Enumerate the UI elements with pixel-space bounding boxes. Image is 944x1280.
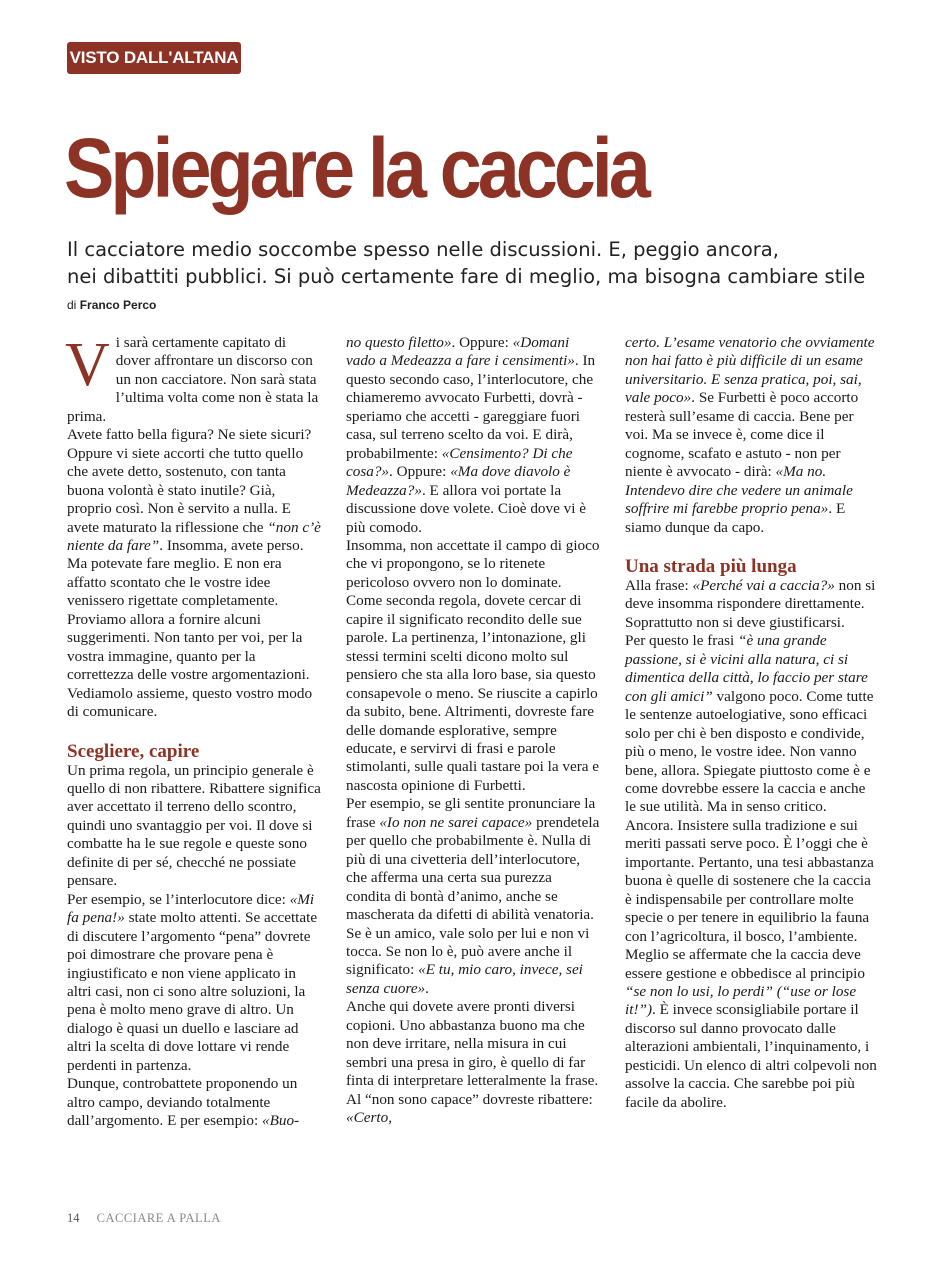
paragraph: Insomma, non accettate il campo di gioco che vi propongono, se lo ritenete pericoloso ovvero non lo dominate. [346,536,600,591]
byline-author: Franco Perco [79,298,157,312]
publication-name: CACCIARE A PALLA [96,1211,221,1225]
paragraph: Ancora. Insistere sulla tradizione e sui meriti passati serve poco. È l’oggi che è importante. Pertanto, una tesi abbastanza buona è quelle di sostenere che la caccia è indispensabile per controllare molte specie o per tenere in equilibrio la fauna con l’agricoltura, il bosco, l’ambiente. [625,816,874,945]
byline [67,298,156,312]
paragraph: Un prima regola, un principio generale è quello di non ribattere. Ribattere significa aver accettato il terreno dello scontro, quindi uno svantaggio per voi. Il dove si combatte ha le sue regole e queste sono definite di per sé, checché ne possiate pensare. [67,761,321,890]
paragraph: Anche qui dovete avere pronti diversi copioni. Uno abbastanza buono ma che non deve irritare, nella misura in cui sembri una presa in giro, è quello di far finta di interpretare letteralmente la frase. Al “non sono capace” dovreste ribattere: «Certo, [346,998,599,1127]
article-title: Spiegare la caccia [64,121,647,215]
paragraph: Dunque, controbattete proponendo un altro campo, deviando totalmente dall’argomento. E per esempio: «Buo- [67,1075,300,1130]
page-number: 14 [67,1211,80,1225]
article-subtitle [67,236,887,290]
paragraph: Ma potevate fare meglio. E non era affatto scontato che le vostre idee venissero rigettate completamente. Proviamo allora a fornire alcuni suggerimenti. Non tanto per voi, per la vostra immagine, quanto per la correttezza delle vostre argomentazioni. Vediamolo assieme, questo vostro modo di comunicare. [67,555,313,721]
section-rubric: VISTO DALL'ALTANA [67,42,241,74]
paragraph: Per esempio, se l’interlocutore dice: «Mi fa pena!» state molto attenti. Se accettate di discutere l’argomento “pena” dovrete poi dimostrare che provare pena è ingiustificato e non viene applicato in altri casi, non ci sono altre soluzioni, la pena è molto meno grave di altro. Un dialogo è quasi un duello e lasciare ad altri la scelta di dove lottare vi rende perdenti in partenza. [67,890,318,1074]
section-heading: Una strada più lunga [625,555,797,577]
column-2 [346,334,600,1127]
paragraph: Alla frase: «Perché vai a caccia?» non si deve insomma rispondere direttamente. Soprattutto non si deve giustificarsi. [625,576,876,631]
paragraph: Avete fatto bella figura? Ne siete sicuri? Oppure vi siete accorti che tutto quello che avete detto, sostenuto, con tanta buona volontà è stato inutile? Già, proprio così. Non è servito a nulla. E avete maturato la riflessione che “non c’è niente da fare”. Insomma, avete perso. [67,426,321,554]
drop-cap: V [65,331,110,399]
subtitle-line-2: nei dibattiti pubblici. Si può certamente fare di meglio, ma bisogna cambiare stile [67,265,866,288]
page-footer [67,1211,221,1226]
section-heading: Scegliere, capire [67,740,200,762]
paragraph: Meglio se affermate che la caccia deve essere gestione e obbedisce al principio “se non lo usi, lo perdi” (“use or lose it!”). È invece sconsigliabile portare il discorso sul danno provocato dalle alterazioni ambientali, l’inquinamento, i pesticidi. Un elenco di altri colpevoli non assolve la caccia. Che sarebbe poi più facile da abolire. [625,946,877,1111]
paragraph: Come seconda regola, dovete cercar di capire il significato recondito delle sue parole. La pertinenza, l’intonazione, gli stessi termini scelti dicono molto sul pensiero che sta alla loro base, sia questo consapevole o meno. Se riuscite a capirlo da subito, bene. Altrimenti, dovreste fare delle domande esplorative, sempre educate, e servirvi di frasi e parole stimolanti, sulle quali tastare poi la vera e nascosta opinione di Furbetti. [346,592,600,794]
column-3 [625,334,879,1112]
byline-prefix: di [67,298,77,312]
column-1 [65,331,321,1131]
paragraph: Per esempio, se gli sentite pronunciare la frase «Io non ne sarei capace» prendetela per quello che probabilmente è. Nulla di più di una civetteria dell’interlocutore, che afferma una certa sua purezza condita di bontà d’animo, anche se mascherata da difetti di abilità venatoria. Se è un amico, vale solo per lui e non vi tocca. Se non lo è, può avere anche il significato: «E tu, mio caro, invece, sei senza cuore». [346,795,600,997]
paragraph: no questo filetto». Oppure: «Domani vado a Medeazza a fare i censimenti». In questo secondo caso, l’interlocutore, che chiameremo avvocato Furbetti, dovrà - speriamo che accetti - gareggiare fuori casa, sul terreno scelto da voi. E dirà, probabilmente: «Censimento? Di che cosa?». Oppure: «Ma dove diavolo è Medeazza?». E allora voi portate la discussione dove volete. Cioè dove vi è più comodo. [346,334,596,536]
paragraph: Vi sarà certamente capitato di dover affrontare un discorso con un non cacciatore. Non sarà stata l’ultima volta come non è stata la prima. [65,331,319,425]
paragraph: certo. L’esame venatorio che ovviamente non hai fatto è più difficile di un esame universitario. E senza pratica, poi, sai, vale poco». Se Furbetti è poco accorto resterà sull’esame di caccia. Bene per voi. Ma se invece è, come dice il cognome, scafato e astuto - non per niente è avvocato - dirà: «Ma no. Intendevo dire che vedere un animale soffrire mi farebbe proprio pena». E siamo dunque da capo. [625,334,875,536]
paragraph: Per questo le frasi “è una grande passione, si è vicini alla natura, ci si dimentica della città, lo faccio per stare con gli amici” valgono poco. Come tutte le sentenze autoelogiative, sono efficaci solo per chi è ben disposto e condivide, più o meno, le vostre idee. Non vanno bene, allora. Spiegate piuttosto come è e come dovrebbe essere la caccia e anche le sue utilità. Ma in senso critico. [625,632,874,816]
subtitle-line-1: Il cacciatore medio soccombe spesso nelle discussioni. E, peggio ancora, [67,238,779,261]
